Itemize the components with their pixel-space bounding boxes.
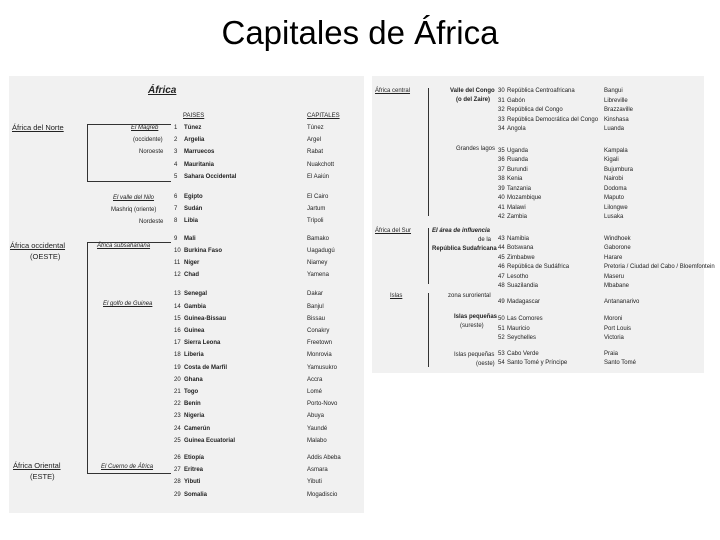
region-este: (ESTE) [30,472,55,481]
row-number: 6 [174,194,178,200]
row-country: Angola [507,126,526,132]
region-norte: África del Norte [12,123,64,132]
row-country: República Democrática del Congo [507,116,599,123]
row-country: Tanzania [507,185,532,192]
row-country: Guinea Ecuatorial [184,437,236,444]
row-number: 53 [498,350,505,357]
row-number: 39 [498,185,505,192]
row-country: Ruanda [507,157,529,163]
row-number: 9 [174,235,178,242]
row-number: 8 [174,218,178,225]
table-heading: África [148,85,177,96]
row-country: Argelia [184,137,205,144]
row-country: Guinea-Bissau [184,315,227,322]
sub-congo2: (o del Zaire) [456,97,491,103]
row-country: Sahara Occidental [184,173,237,180]
row-number: 54 [498,360,505,366]
sub-nilo-note1: Mashriq (oriente) [111,207,157,213]
row-country: Mauritania [184,161,215,168]
row-country: Túnez [184,125,202,131]
row-capital: Santo Tomé [604,360,636,366]
row-number: 47 [498,273,505,280]
row-capital: Libreville [604,97,628,104]
row-number: 52 [498,335,505,341]
row-country: Nigeria [184,413,205,420]
row-country: Marruecos [184,149,215,156]
row-number: 11 [174,260,181,266]
row-number: 44 [498,245,505,251]
row-capital: Banjul [307,303,324,310]
row-number: 3 [174,149,178,156]
row-number: 14 [174,303,181,310]
row-capital: Dodoma [604,185,627,192]
row-country: Lesotho [507,273,529,280]
row-country: Etiopía [184,455,205,461]
row-capital: Harare [604,254,623,261]
row-country: Costa de Marfil [184,364,228,371]
row-number: 5 [174,173,178,180]
row-capital: Yamena [307,272,329,279]
sub-magreb: El Magreb [131,125,159,131]
row-capital: Mbabane [604,283,630,289]
sub-nilo: El valle del Nilo [113,195,155,201]
row-capital: Maputo [604,195,625,201]
row-capital: Yaundé [307,425,328,432]
row-country: Namibia [507,235,530,242]
row-capital: Niamey [307,260,328,266]
region-occidental: África occidental [10,241,66,250]
row-country: Zimbabwe [507,254,535,261]
row-country: Ghana [184,376,203,383]
row-country: Mozambique [507,195,542,201]
row-capital: Yamusukro [307,364,337,371]
row-country: Malawi [507,204,526,211]
row-capital: Malabo [307,437,327,444]
sub-lagos: Grandes lagos [456,146,496,152]
row-number: 27 [174,467,181,474]
row-number: 28 [174,479,181,486]
row-country: Togo [184,389,199,395]
row-country: Seychelles [507,335,537,341]
table-image-central-south-africa [372,76,715,373]
row-capital: El Cairo [307,194,329,200]
row-number: 25 [174,437,181,444]
row-capital: Monrovia [307,352,332,359]
sub-pequenas4: (oeste) [476,361,495,367]
row-country: República de Sudáfrica [507,264,570,270]
row-country: Somalia [184,491,208,498]
sub-influencia1: El área de influencia [432,228,491,234]
row-country: Liberia [184,352,204,359]
row-capital: Brazzaville [604,107,634,113]
row-capital: Pretoria / Ciudad del Cabo / Bloemfontein [604,264,715,270]
row-capital: Kampala [604,147,628,154]
sub-congo1: Valle del Congo [450,88,495,94]
row-number: 34 [498,126,505,132]
row-number: 24 [174,425,181,432]
table-image-north-west-africa [9,76,364,513]
row-capital: Victoria [604,335,624,341]
row-capital: Bissau [307,315,326,322]
row-country: República Centroafricana [507,88,575,94]
row-capital: Port Louis [604,325,632,332]
row-number: 29 [174,491,181,498]
row-number: 13 [174,291,181,298]
row-capital: Accra [307,376,323,383]
row-capital: Uagadugú [307,247,335,254]
row-capital: Praia [604,350,619,357]
row-capital: Conakry [307,328,330,334]
row-number: 37 [498,166,505,173]
sub-pequenas2: (sureste) [460,323,484,329]
row-number: 15 [174,315,181,322]
row-number: 22 [174,401,181,408]
row-number: 42 [498,214,505,220]
row-number: 2 [174,137,178,144]
region-sur: África del Sur [375,228,412,234]
row-number: 35 [498,147,505,154]
row-country: Burundi [507,166,528,173]
row-number: 36 [498,157,505,163]
row-number: 23 [174,413,181,420]
row-country: Eritrea [184,467,204,474]
sub-nilo-note2: Nordeste [139,219,164,225]
row-capital: Luanda [604,126,625,132]
row-capital: Rabat [307,149,324,156]
row-country: Sierra Leona [184,340,221,347]
row-number: 41 [498,204,505,211]
row-capital: Bangui [604,88,623,94]
sub-austral: zona suroriental [448,293,491,299]
row-number: 4 [174,161,178,168]
row-country: Suazilandia [507,283,539,289]
row-country: Mali [184,235,196,242]
row-number: 26 [174,455,181,461]
row-capital: Lusaka [604,214,624,220]
region-central: África central [375,88,411,94]
row-capital: Abuya [307,413,325,420]
sub-magreb-note2: Noroeste [139,149,164,155]
region-islas: Islas [390,293,403,299]
row-number: 40 [498,195,505,201]
row-country: Yibuti [184,479,201,486]
row-number: 20 [174,376,181,383]
sub-cuerno: El Cuerno de África [101,464,154,470]
row-capital: Bujumbura [604,166,634,173]
row-country: Chad [184,272,199,279]
row-capital: Argel [307,137,322,144]
row-country: Cabo Verde [507,350,539,357]
row-capital: Addis Abeba [307,455,341,461]
sub-pequenas1: Islas pequeñas [454,314,498,320]
row-number: 45 [498,254,505,261]
row-capital: Nairobi [604,176,624,182]
row-country: Burkina Faso [184,247,223,254]
row-country: Botswana [507,245,534,251]
row-country: Kenia [507,176,523,182]
sub-influencia2: de la [478,237,492,243]
row-capital: Gaborone [604,245,631,251]
row-country: Uganda [507,147,529,154]
row-number: 51 [498,325,505,332]
row-number: 46 [498,264,505,270]
row-number: 17 [174,340,181,347]
row-number: 31 [498,97,505,104]
row-capital: Yibuti [307,479,322,486]
row-number: 43 [498,235,505,242]
row-number: 19 [174,364,181,371]
row-country: Egipto [184,194,203,200]
page-title: Capitales de África [221,14,499,51]
sub-influencia3: República Sudafricana [432,246,497,252]
row-capital: Freetown [307,340,333,347]
row-capital: Moroni [604,316,623,322]
row-country: Gabón [507,97,526,104]
row-capital: Windhoek [604,235,631,242]
row-number: 21 [174,389,181,395]
row-number: 50 [498,316,505,322]
row-capital: Lomé [307,389,323,395]
row-capital: Kinshasa [604,116,629,123]
row-country: Santo Tomé y Príncipe [507,360,568,366]
sub-guinea: El golfo de Guinea [103,301,153,307]
row-capital: El Aaiún [307,173,330,180]
row-number: 30 [498,88,505,94]
row-number: 49 [498,298,505,305]
row-number: 16 [174,328,181,334]
row-country: Libia [184,218,199,225]
sub-subsahariana: África subsahariana [97,243,151,249]
row-capital: Lilongwe [604,204,628,211]
row-country: Benín [184,401,201,408]
region-oriental: África Oriental [13,461,61,470]
row-capital: Asmara [307,467,328,474]
row-capital: Antananarivo [604,298,640,305]
row-capital: Dakar [307,291,324,298]
row-capital: Porto-Novo [307,401,338,408]
row-number: 48 [498,283,505,289]
row-capital: Trípoli [307,218,324,225]
row-capital: Maseru [604,273,625,280]
row-country: Mauricio [507,325,530,332]
row-country: Senegal [184,291,208,298]
row-capital: Jartum [307,206,326,213]
row-country: República del Congo [507,107,563,113]
col-header-capitales: CAPITALES [307,113,340,119]
row-capital: Túnez [307,125,324,131]
row-country: Níger [184,260,200,266]
row-number: 32 [498,107,505,113]
row-number: 12 [174,272,181,279]
region-oeste: (OESTE) [30,252,61,261]
row-country: Guinea [184,328,205,334]
sub-magreb-note1: (occidente) [133,137,163,143]
row-number: 33 [498,116,505,123]
row-capital: Kigali [604,157,619,163]
row-capital: Nuakchott [307,161,335,168]
row-number: 1 [174,125,178,131]
row-country: Camerún [184,425,211,432]
row-country: Zambia [507,214,528,220]
sub-pequenas3: Islas pequeñas [454,352,495,358]
row-number: 38 [498,176,505,182]
row-capital: Mogadiscio [307,491,338,498]
row-country: Gambia [184,303,207,310]
row-capital: Bamako [307,235,330,242]
row-country: Sudán [184,206,203,213]
row-country: Madagascar [507,298,541,305]
col-header-paises: PAISES [183,113,205,119]
row-number: 10 [174,247,181,254]
row-country: Las Comores [507,316,543,322]
row-number: 18 [174,352,181,359]
row-number: 7 [174,206,178,213]
